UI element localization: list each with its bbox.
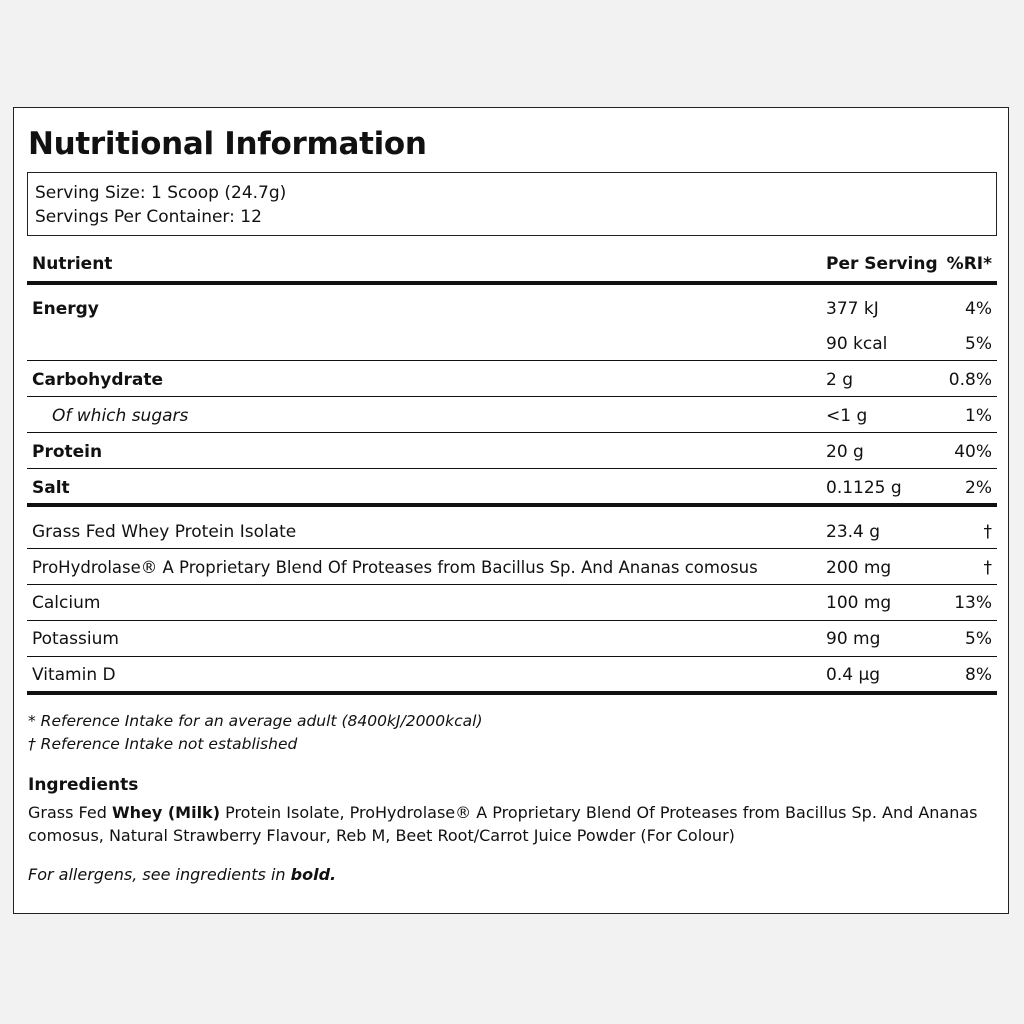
ri-value: 5%: [965, 629, 992, 649]
nutrient-name: Potassium: [32, 629, 119, 649]
per-serving-value: 0.1125 g: [826, 478, 902, 498]
ri-value: 2%: [965, 478, 992, 498]
ri-footnote: * Reference Intake for an average adult (8400kJ/2000kcal): [28, 712, 483, 730]
per-serving-value: 90 kcal: [826, 334, 888, 354]
per-serving-value: 0.4 µg: [826, 665, 881, 685]
row-divider: [27, 584, 997, 585]
nutrient-name: Protein: [32, 442, 103, 462]
nutrient-name: Salt: [32, 478, 70, 498]
per-serving-value: 377 kJ: [826, 299, 879, 319]
row-divider: [27, 548, 997, 549]
header-per-serving: Per Serving: [826, 254, 938, 274]
ri-value: †: [983, 558, 992, 578]
nutrient-name: Energy: [32, 299, 99, 319]
per-serving-value: 23.4 g: [826, 522, 881, 542]
servings-per-container: Servings Per Container: 12: [35, 207, 262, 227]
allergen-bold: bold.: [290, 865, 337, 884]
allergen-text: For allergens, see ingredients in: [28, 865, 291, 884]
header-divider: [27, 281, 997, 285]
page-title: Nutritional Information: [28, 126, 427, 162]
ingredients-title: Ingredients: [28, 775, 139, 795]
ri-value: 40%: [954, 442, 992, 462]
ingredients-part2: Protein Isolate, ProHydrolase® A Proprietary Blend Of Proteases from Bacillus Sp. And Ananas comosus, Natural Strawberry Flavour, Reb M, Beet Root/Carrot Juice Powder (For Colour): [28, 803, 978, 845]
nutrient-name: Grass Fed Whey Protein Isolate: [32, 522, 297, 542]
nutrient-name: Vitamin D: [32, 665, 116, 685]
nutrition-label: [13, 107, 1009, 914]
per-serving-value: 100 mg: [826, 593, 892, 613]
not-established-footnote: † Reference Intake not established: [28, 735, 298, 753]
row-divider: [27, 360, 997, 361]
nutrient-name: Of which sugars: [52, 406, 189, 426]
serving-info-box: [27, 172, 997, 236]
per-serving-value: 200 mg: [826, 558, 892, 578]
serving-size: Serving Size: 1 Scoop (24.7g): [35, 183, 287, 203]
ri-value: 5%: [965, 334, 992, 354]
ri-value: 1%: [965, 406, 992, 426]
table-bottom-divider: [27, 691, 997, 695]
row-divider: [27, 396, 997, 397]
nutrient-name: Calcium: [32, 593, 101, 613]
allergen-note: [28, 865, 336, 884]
ingredients-part1: Grass Fed: [28, 803, 112, 822]
per-serving-value: 20 g: [826, 442, 864, 462]
ri-value: 8%: [965, 665, 992, 685]
ri-value: †: [983, 522, 992, 542]
ingredients-text: [28, 801, 978, 847]
per-serving-value: <1 g: [826, 406, 868, 426]
header-ri: %RI*: [946, 254, 992, 274]
row-divider: [27, 656, 997, 657]
per-serving-value: 2 g: [826, 370, 854, 390]
per-serving-value: 90 mg: [826, 629, 881, 649]
section-divider: [27, 503, 997, 507]
ri-value: 13%: [954, 593, 992, 613]
nutrient-name: ProHydrolase® A Proprietary Blend Of Proteases from Bacillus Sp. And Ananas comosus: [32, 558, 758, 577]
row-divider: [27, 620, 997, 621]
ri-value: 0.8%: [948, 370, 992, 390]
row-divider: [27, 432, 997, 433]
ri-value: 4%: [965, 299, 992, 319]
row-divider: [27, 468, 997, 469]
nutrient-name: Carbohydrate: [32, 370, 164, 390]
header-nutrient: Nutrient: [32, 254, 113, 274]
ingredients-allergen: Whey (Milk): [111, 803, 220, 822]
